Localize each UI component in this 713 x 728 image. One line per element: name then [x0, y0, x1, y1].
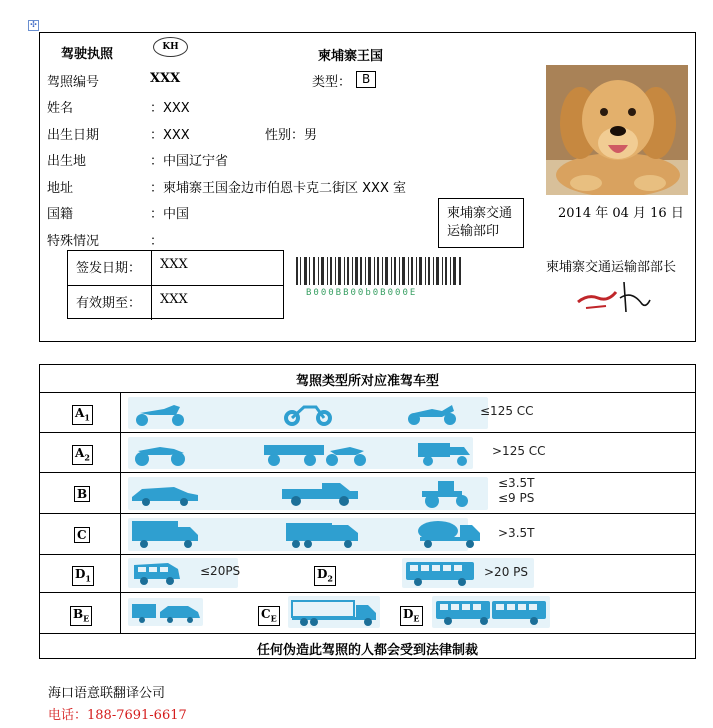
spec-d2: >20 PS [484, 565, 528, 579]
car-icon [130, 481, 200, 507]
expiry-label: 有效期至： [68, 286, 152, 320]
code-d1: $D_1$ [72, 566, 94, 586]
emblem-icon: KH [153, 37, 188, 57]
spec-a1: ≤125 CC [480, 404, 534, 418]
warning-row [40, 633, 695, 659]
holder-photo [546, 65, 688, 195]
issue-value: XXX [160, 257, 188, 272]
table-row-d [40, 554, 695, 592]
code-a1: $A_1$ [72, 405, 93, 425]
move-handle-icon[interactable]: ✣ [28, 20, 39, 31]
motorcycle-sidecar-icon [260, 439, 370, 467]
motorcycle-large-icon [130, 439, 190, 467]
vehicle-class-table [39, 364, 696, 659]
number-value: XXX [150, 71, 181, 86]
spec-a2: >125 CC [492, 444, 546, 458]
seal-line-2: 运输部印 [447, 224, 500, 239]
barcode-icon [296, 257, 466, 287]
barcode [296, 257, 466, 291]
moped-icon [402, 399, 462, 427]
code-be: $B_E$ [70, 606, 92, 626]
cement-mixer-icon [416, 517, 482, 549]
issue-label: 签发日期： [68, 251, 152, 285]
field-birthplace-value: ：中国辽宁省 [150, 154, 229, 169]
field-address-value: ：柬埔寨王国金边市伯恩卡克二街区 XXX 室 [150, 181, 406, 196]
expiry-row [68, 285, 283, 320]
field-special-value: ： [150, 234, 164, 249]
table-row-b [40, 472, 695, 513]
seal-line-1: 柬埔寨交通 [447, 206, 513, 221]
spec-b-seats: ≤9 PS [498, 491, 535, 505]
tricycle-truck-icon [416, 439, 472, 467]
signature-icon [576, 278, 656, 316]
spec-b-weight: ≤3.5T [498, 476, 535, 490]
motorcycle-icon [280, 399, 336, 427]
code-de: $D_E$ [400, 606, 423, 626]
box-truck-icon [130, 519, 200, 549]
field-birthplace-label: 出生地 [47, 154, 87, 169]
type-label: 类型： [312, 75, 352, 90]
field-special-label: 特殊情况 [47, 234, 100, 249]
country-name: 柬埔寨王国 [318, 49, 384, 64]
field-nationality-value: ：中国 [150, 207, 190, 222]
field-name-label: 姓名 [47, 101, 74, 116]
table-row-e [40, 592, 695, 633]
pickup-truck-icon [280, 479, 360, 507]
minibus-icon [132, 559, 182, 587]
field-name-value: ：XXX [150, 101, 190, 116]
field-dob-value: ：XXX [150, 128, 190, 143]
issue-row [68, 251, 283, 285]
company-phone: 电话：188-7691-6617 [48, 708, 187, 723]
heavy-truck-icon [284, 519, 360, 549]
dog-photo-icon [546, 65, 688, 195]
signer-title: 柬埔寨交通运输部部长 [546, 260, 677, 275]
field-nationality-label: 国籍 [47, 207, 74, 222]
company-name: 海口语意联翻译公司 [48, 686, 166, 701]
table-row-a2 [40, 432, 695, 472]
car-trailer-icon [130, 600, 202, 624]
validity-box [67, 250, 284, 319]
expiry-value: XXX [160, 292, 188, 307]
license-title: 驾驶执照 [61, 47, 114, 62]
table-title: 驾照类型所对应准驾车型 [295, 374, 439, 389]
field-dob-label: 出生日期 [47, 128, 100, 143]
table-row-c [40, 513, 695, 554]
signature [576, 278, 656, 320]
transport-seal-box [438, 198, 524, 248]
code-d2: $D_2$ [314, 566, 336, 586]
spec-d1: ≤20PS [200, 564, 241, 578]
tractor-icon [418, 477, 478, 509]
warning-text: 任何伪造此驾照的人都会受到法律制裁 [256, 643, 478, 658]
number-label: 驾照编号 [47, 75, 100, 90]
articulated-bus-icon [434, 598, 548, 626]
code-ce: $C_E$ [258, 606, 280, 626]
barcode-number: B000BB00b0B000E [306, 288, 418, 298]
type-value: B [356, 71, 376, 88]
table-row-a1 [40, 392, 695, 432]
gender-field: 性别：男 [265, 128, 318, 143]
semi-trailer-icon [290, 597, 378, 627]
spec-c: >3.5T [498, 526, 535, 540]
photo-date: 2014 年 04 月 16 日 [558, 206, 684, 221]
field-address-label: 地址 [47, 181, 74, 196]
bus-icon [404, 559, 476, 587]
scooter-icon [130, 399, 190, 427]
code-c: C [74, 527, 90, 543]
code-b: B [74, 486, 90, 502]
code-a2: $A_2$ [72, 445, 93, 465]
